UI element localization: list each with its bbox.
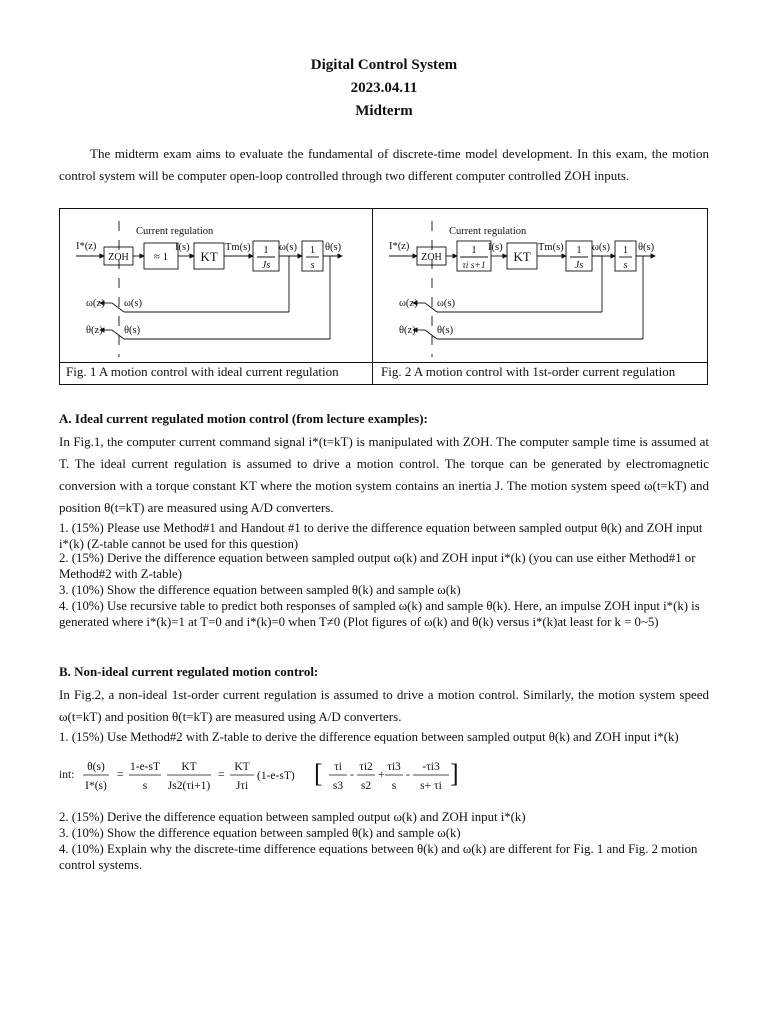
- section-b-question-1: 1. (15%) Use Method#2 with Z-table to derive the difference equation between sampled output θ(k) and ZOH input i*(k): [59, 730, 679, 744]
- fig2-input-label: I*(z): [389, 241, 410, 252]
- section-b-heading: B. Non-ideal current regulated motion control:: [59, 664, 319, 679]
- hint-term3-denominator: s: [391, 780, 397, 792]
- hint-kt-numerator: KT: [181, 761, 197, 773]
- svg-text:-: -: [406, 769, 410, 781]
- fig2-omega-s-label: ω(s): [437, 298, 455, 309]
- hint-term1-denominator: s3: [332, 780, 344, 792]
- fig2-speed-signal: ω(s): [592, 242, 610, 253]
- fig2-plant-denominator: Js: [574, 260, 584, 271]
- fig1-speed-signal: ω(s): [279, 242, 297, 253]
- svg-text:]: ]: [450, 759, 459, 788]
- fig1-integrator-denominator: s: [310, 260, 315, 271]
- fig2-theta-s-label: θ(s): [437, 325, 454, 336]
- svg-text:=: =: [117, 769, 124, 781]
- fig1-plant-numerator: 1: [263, 245, 269, 256]
- fig1-current-signal: I(s): [175, 242, 190, 253]
- hint-term2-denominator: s2: [360, 780, 372, 792]
- hint-term1-numerator: τi: [334, 761, 342, 773]
- fig1-zoh-block: ZOH: [108, 252, 129, 263]
- section-a-heading: A. Ideal current regulated motion control (from lecture examples):: [59, 411, 428, 426]
- hint-lhs-numerator: θ(s): [87, 761, 105, 773]
- fig2-theta-z-label: θ(z): [399, 325, 416, 336]
- fig2-integrator-numerator: 1: [622, 245, 629, 256]
- hint-zoh-factor: (1-e-sT): [257, 770, 295, 782]
- hint-lhs-denominator: I*(s): [85, 780, 107, 792]
- section-a-question-3: 3. (10%) Show the difference equation between sampled θ(k) and sample ω(k): [59, 583, 461, 597]
- hint-label: int:: [59, 769, 75, 781]
- fig2-zoh-block: ZOH: [421, 252, 442, 263]
- fig2-regulation-denominator: τi s+1: [462, 261, 486, 271]
- fig1-omega-s-label: ω(s): [124, 298, 142, 309]
- fig2-current-signal: I(s): [488, 242, 503, 253]
- intro-paragraph: The midterm exam aims to evaluate the fundamental of discrete-time model development. In this exam, the motion control system will be computer open-loop controlled through two different computer controlled ZOH inputs.: [59, 146, 709, 183]
- fig1-block-diagram: [60, 209, 372, 361]
- section-b-question-2: 2. (15%) Derive the difference equation between sampled output ω(k) and ZOH input i*(k): [59, 810, 526, 824]
- section-a-question-1: 1. (15%) Please use Method#1 and Handout #1 to derive the difference equation between sampled output θ(k) and ZOH input i*(k) (Z-table cannot be used for this question): [59, 521, 703, 551]
- fig1-theta-s-label: θ(s): [124, 325, 141, 336]
- section-b-body: In Fig.2, a non-ideal 1st-order current regulation is assumed to drive a motion control. Similarly, the motion system speed ω(t=kT) and position θ(t=kT) are measured using A/D converters.: [59, 687, 709, 724]
- table-divider-horizontal: [60, 362, 707, 363]
- section-b-question-4: 4. (10%) Explain why the discrete-time difference equations between θ(k) and ω(k) are different for Fig. 1 and Fig. 2 motion control systems.: [59, 842, 698, 872]
- hint-term2-numerator: τi2: [359, 761, 373, 773]
- fig2-caption: Fig. 2 A motion control with 1st-order current regulation: [381, 364, 676, 379]
- hint-zoh-numerator: 1-e-sT: [129, 761, 161, 773]
- hint-coef-numerator: KT: [234, 761, 250, 773]
- svg-text:[: [: [314, 759, 323, 788]
- fig2-plant-numerator: 1: [576, 245, 582, 256]
- fig2-block-diagram: [373, 209, 707, 361]
- document-subtitle: Midterm: [355, 103, 413, 119]
- hint-equation: [59, 752, 479, 796]
- fig1-position-signal: θ(s): [325, 242, 342, 253]
- section-a-question-4: 4. (10%) Use recursive table to predict both responses of sampled ω(k) and sample θ(k). Here, an impulse ZOH input i*(k) is generated where i*(k)=1 at T=0 and i*(k)=0 when T≠0 (Plot figures of ω(k) and θ(k) versus i*(k)at least for k = 0~5): [59, 599, 700, 629]
- svg-text:+: +: [378, 769, 385, 781]
- fig1-plant-denominator: Js: [261, 260, 271, 271]
- section-a-question-2: 2. (15%) Derive the difference equation between sampled output ω(k) and ZOH input i*(k) (you can use either Method#1 or Method#2 with Z-table): [59, 551, 696, 581]
- document-title: Digital Control System: [310, 57, 458, 73]
- svg-text:=: =: [218, 769, 225, 781]
- fig2-omega-z-label: ω(z): [399, 298, 418, 309]
- fig1-regulation-block: ≈ 1: [153, 251, 169, 263]
- fig2-torque-signal: Tm(s): [538, 242, 564, 253]
- hint-term4-denominator: s+ τi: [420, 780, 442, 792]
- document-date: 2023.04.11: [350, 80, 418, 96]
- figure-table: [59, 208, 708, 385]
- fig1-theta-z-label: θ(z): [86, 325, 103, 336]
- section-a-body: In Fig.1, the computer current command signal i*(t=kT) is manipulated with ZOH. The computer sample time is assumed at T. The ideal current regulation is assumed to drive a motion control. The torque can be generated by electromagnetic conversion with a torque constant KT where the motion system contains an inertia J. The motion system speed ω(t=kT) and position θ(t=kT) are measured using A/D converters.: [59, 434, 709, 515]
- fig1-omega-z-label: ω(z): [86, 298, 105, 309]
- svg-text:-: -: [350, 769, 354, 781]
- fig1-kt-block: KT: [200, 249, 218, 264]
- section-b-question-3: 3. (10%) Show the difference equation between sampled θ(k) and sample ω(k): [59, 826, 461, 840]
- fig2-integrator-denominator: s: [623, 260, 628, 271]
- hint-term3-numerator: τi3: [387, 761, 401, 773]
- fig1-integrator-numerator: 1: [309, 245, 316, 256]
- fig2-current-regulation-label: Current regulation: [449, 226, 527, 237]
- hint-coef-denominator: Jτi: [235, 780, 249, 792]
- hint-kt-denominator: Js2(τi+1): [167, 780, 211, 792]
- fig1-caption: Fig. 1 A motion control with ideal current regulation: [66, 364, 339, 379]
- hint-term4-numerator: -τi3: [422, 761, 440, 773]
- fig2-kt-block: KT: [513, 249, 531, 264]
- fig2-regulation-numerator: 1: [471, 245, 477, 256]
- fig1-input-label: I*(z): [76, 241, 97, 252]
- fig2-position-signal: θ(s): [638, 242, 655, 253]
- fig1-current-regulation-label: Current regulation: [136, 226, 214, 237]
- hint-zoh-denominator: s: [142, 780, 148, 792]
- fig1-torque-signal: Tm(s): [225, 242, 251, 253]
